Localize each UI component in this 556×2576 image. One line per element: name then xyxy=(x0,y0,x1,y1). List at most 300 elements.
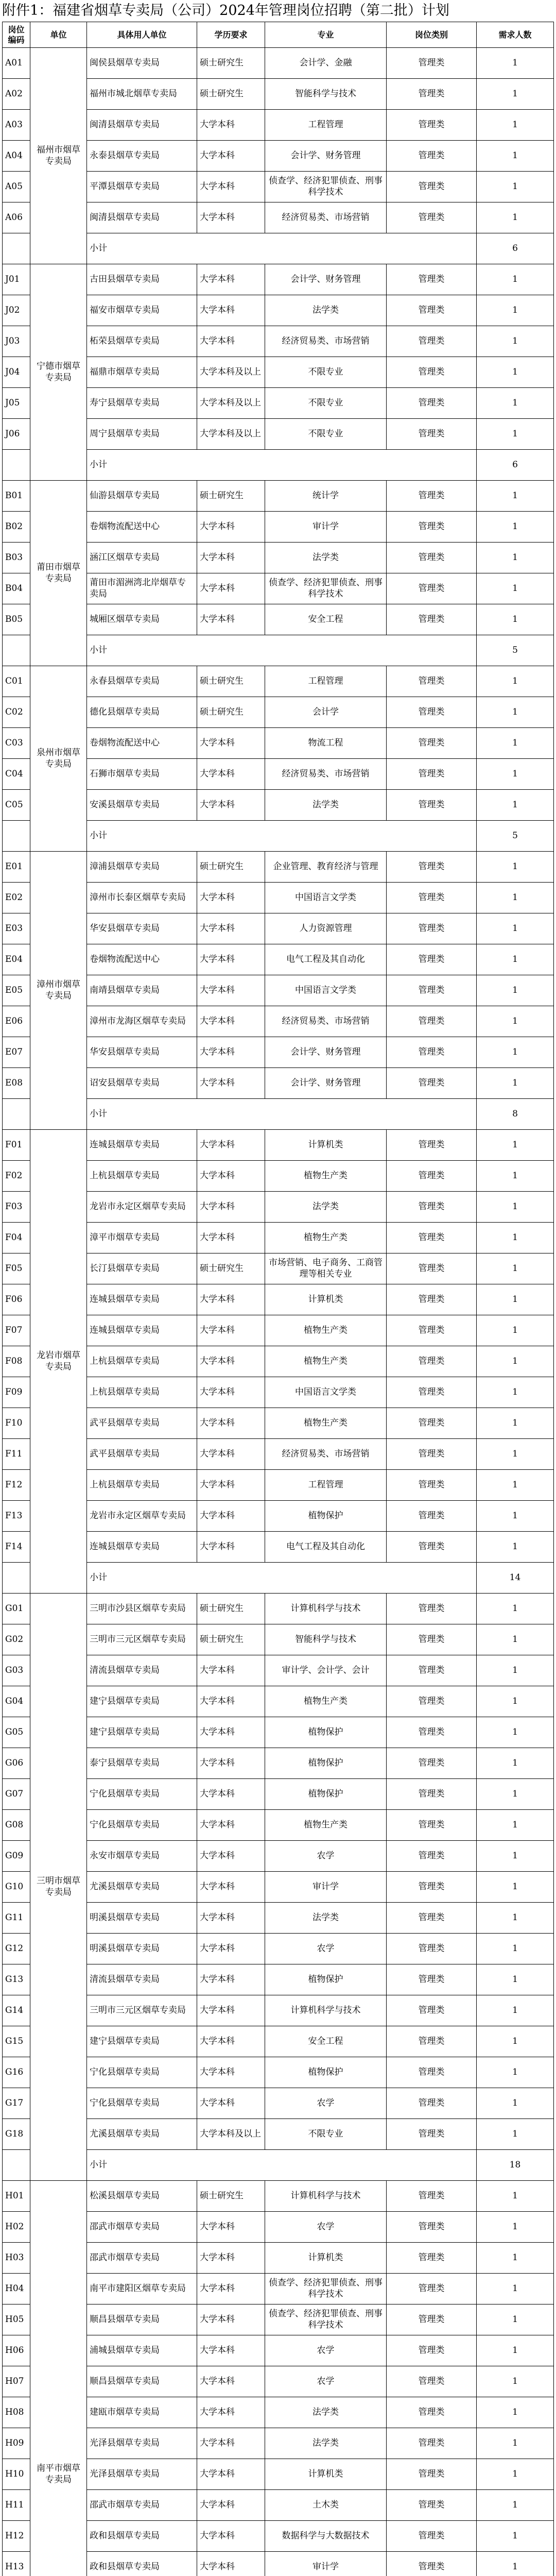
cell-employer: 华安县烟草专卖局 xyxy=(87,1037,197,1068)
cell-major: 经济贸易类、市场营销 xyxy=(265,759,387,790)
cell-major: 计算机科学与技术 xyxy=(265,1995,387,2026)
cell-major: 农学 xyxy=(265,1934,387,1964)
cell-category: 管理类 xyxy=(387,2243,477,2274)
cell-category: 管理类 xyxy=(387,326,477,357)
cell-code: F02 xyxy=(3,1161,30,1192)
cell-category: 管理类 xyxy=(387,883,477,913)
cell-count: 1 xyxy=(477,264,554,295)
cell-count: 1 xyxy=(477,2366,554,2397)
cell-unit: 三明市烟草专卖局 xyxy=(30,1594,87,2181)
cell-category: 管理类 xyxy=(387,852,477,883)
cell-code: E06 xyxy=(3,1006,30,1037)
cell-category: 管理类 xyxy=(387,944,477,975)
cell-category: 管理类 xyxy=(387,697,477,728)
cell-employer: 龙岩市永定区烟草专卖局 xyxy=(87,1192,197,1223)
cell-major: 农学 xyxy=(265,2366,387,2397)
cell-employer: 三明市三元区烟草专卖局 xyxy=(87,1995,197,2026)
cell-count: 1 xyxy=(477,1192,554,1223)
cell-employer: 上杭县烟草专卖局 xyxy=(87,1161,197,1192)
cell-major: 电气工程及其自动化 xyxy=(265,1532,387,1563)
cell-education: 硕士研究生 xyxy=(197,1624,265,1655)
cell-major: 会计学 xyxy=(265,697,387,728)
cell-code: A02 xyxy=(3,79,30,110)
cell-major: 植物保护 xyxy=(265,1964,387,1995)
cell-code: H13 xyxy=(3,2552,30,2576)
cell-unit: 宁德市烟草专卖局 xyxy=(30,264,87,481)
cell-category: 管理类 xyxy=(387,1501,477,1532)
cell-employer: 福州市城北烟草专卖局 xyxy=(87,79,197,110)
cell-category: 管理类 xyxy=(387,1779,477,1810)
cell-category: 管理类 xyxy=(387,1995,477,2026)
cell-category: 管理类 xyxy=(387,1964,477,1995)
cell-employer: 连城县烟草专卖局 xyxy=(87,1284,197,1315)
cell-code-empty xyxy=(3,635,30,666)
cell-count: 1 xyxy=(477,2552,554,2576)
cell-major: 不限专业 xyxy=(265,388,387,419)
table-row xyxy=(3,264,554,295)
cell-major: 会计学、财务管理 xyxy=(265,1068,387,1099)
cell-code: G18 xyxy=(3,2119,30,2150)
cell-count: 1 xyxy=(477,1624,554,1655)
cell-category: 管理类 xyxy=(387,295,477,326)
cell-major: 法学类 xyxy=(265,1192,387,1223)
cell-employer: 浦城县烟草专卖局 xyxy=(87,2335,197,2366)
cell-unit: 泉州市烟草专卖局 xyxy=(30,666,87,852)
cell-employer: 政和县烟草专卖局 xyxy=(87,2521,197,2552)
cell-education: 大学本科 xyxy=(197,728,265,759)
cell-education: 大学本科 xyxy=(197,1501,265,1532)
cell-education: 大学本科 xyxy=(197,2335,265,2366)
cell-employer: 宁化县烟草专卖局 xyxy=(87,1810,197,1841)
cell-employer: 光泽县烟草专卖局 xyxy=(87,2428,197,2459)
cell-major: 数据科学与大数据技术 xyxy=(265,2521,387,2552)
cell-education: 硕士研究生 xyxy=(197,1594,265,1624)
cell-employer: 邵武市烟草专卖局 xyxy=(87,2212,197,2243)
cell-employer: 长汀县烟草专卖局 xyxy=(87,1253,197,1284)
table-row xyxy=(3,481,554,512)
cell-employer: 邵武市烟草专卖局 xyxy=(87,2490,197,2521)
cell-major: 市场营销、电子商务、工商管理等相关专业 xyxy=(265,1253,387,1284)
cell-count: 1 xyxy=(477,1686,554,1717)
cell-code-empty xyxy=(3,1099,30,1130)
cell-education: 大学本科 xyxy=(197,913,265,944)
cell-code: G06 xyxy=(3,1748,30,1779)
cell-education: 大学本科 xyxy=(197,1408,265,1439)
cell-education: 大学本科 xyxy=(197,1934,265,1964)
cell-major: 审计学 xyxy=(265,1872,387,1903)
cell-education: 大学本科 xyxy=(197,2428,265,2459)
cell-employer: 卷烟物流配送中心 xyxy=(87,512,197,543)
cell-category: 管理类 xyxy=(387,172,477,202)
cell-code: G09 xyxy=(3,1841,30,1872)
cell-code: F10 xyxy=(3,1408,30,1439)
cell-education: 大学本科 xyxy=(197,1686,265,1717)
cell-count: 1 xyxy=(477,1130,554,1161)
cell-category: 管理类 xyxy=(387,2459,477,2490)
cell-count: 1 xyxy=(477,1161,554,1192)
cell-code: F07 xyxy=(3,1315,30,1346)
cell-employer: 连城县烟草专卖局 xyxy=(87,1532,197,1563)
cell-education: 大学本科 xyxy=(197,1439,265,1470)
cell-count: 1 xyxy=(477,852,554,883)
cell-category: 管理类 xyxy=(387,1006,477,1037)
cell-major: 计算机类 xyxy=(265,1130,387,1161)
cell-major: 植物保护 xyxy=(265,1748,387,1779)
cell-employer: 上杭县烟草专卖局 xyxy=(87,1377,197,1408)
cell-education: 大学本科 xyxy=(197,1748,265,1779)
cell-education: 大学本科 xyxy=(197,2304,265,2335)
cell-count: 1 xyxy=(477,512,554,543)
cell-count: 1 xyxy=(477,295,554,326)
cell-employer: 漳州市长泰区烟草专卖局 xyxy=(87,883,197,913)
cell-category: 管理类 xyxy=(387,512,477,543)
cell-category: 管理类 xyxy=(387,2335,477,2366)
cell-unit: 漳州市烟草专卖局 xyxy=(30,852,87,1130)
cell-category: 管理类 xyxy=(387,2212,477,2243)
cell-category: 管理类 xyxy=(387,2119,477,2150)
cell-code: H01 xyxy=(3,2181,30,2212)
cell-code: H10 xyxy=(3,2459,30,2490)
cell-category: 管理类 xyxy=(387,1872,477,1903)
cell-code: F01 xyxy=(3,1130,30,1161)
cell-employer: 建宁县烟草专卖局 xyxy=(87,2026,197,2057)
cell-education: 大学本科 xyxy=(197,1964,265,1995)
cell-major: 物流工程 xyxy=(265,728,387,759)
cell-category: 管理类 xyxy=(387,357,477,388)
cell-count: 1 xyxy=(477,1748,554,1779)
cell-education: 硕士研究生 xyxy=(197,79,265,110)
cell-code: B04 xyxy=(3,573,30,604)
cell-education: 大学本科 xyxy=(197,1470,265,1501)
cell-category: 管理类 xyxy=(387,728,477,759)
cell-major: 不限专业 xyxy=(265,2119,387,2150)
cell-employer: 诏安县烟草专卖局 xyxy=(87,1068,197,1099)
cell-education: 大学本科 xyxy=(197,1717,265,1748)
cell-category: 管理类 xyxy=(387,1903,477,1934)
cell-education: 大学本科 xyxy=(197,1284,265,1315)
header-unit: 单位 xyxy=(30,22,87,48)
cell-major: 会计学、金融 xyxy=(265,48,387,79)
cell-count: 1 xyxy=(477,326,554,357)
cell-category: 管理类 xyxy=(387,2428,477,2459)
subtotal-count: 5 xyxy=(477,821,554,852)
cell-employer: 清流县烟草专卖局 xyxy=(87,1655,197,1686)
table-row xyxy=(3,666,554,697)
cell-code: E04 xyxy=(3,944,30,975)
cell-education: 大学本科 xyxy=(197,1872,265,1903)
cell-count: 1 xyxy=(477,2119,554,2150)
cell-major: 中国语言文学类 xyxy=(265,1377,387,1408)
cell-count: 1 xyxy=(477,1006,554,1037)
cell-count: 1 xyxy=(477,1037,554,1068)
cell-major: 植物生产类 xyxy=(265,1686,387,1717)
cell-count: 1 xyxy=(477,1439,554,1470)
cell-count: 1 xyxy=(477,1841,554,1872)
cell-education: 大学本科 xyxy=(197,2274,265,2304)
cell-code: A04 xyxy=(3,141,30,172)
cell-employer: 三明市沙县区烟草专卖局 xyxy=(87,1594,197,1624)
cell-count: 1 xyxy=(477,944,554,975)
cell-count: 1 xyxy=(477,1223,554,1253)
cell-major: 农学 xyxy=(265,2335,387,2366)
cell-count: 1 xyxy=(477,388,554,419)
cell-code: F11 xyxy=(3,1439,30,1470)
subtotal-count: 5 xyxy=(477,635,554,666)
cell-count: 1 xyxy=(477,1253,554,1284)
cell-code: H05 xyxy=(3,2304,30,2335)
cell-category: 管理类 xyxy=(387,1192,477,1223)
cell-category: 管理类 xyxy=(387,2274,477,2304)
cell-code: H12 xyxy=(3,2521,30,2552)
cell-category: 管理类 xyxy=(387,2521,477,2552)
cell-count: 1 xyxy=(477,1903,554,1934)
subtotal-label: 小计 xyxy=(87,450,477,481)
header-code: 岗位编码 xyxy=(3,22,30,48)
cell-category: 管理类 xyxy=(387,604,477,635)
cell-count: 1 xyxy=(477,2459,554,2490)
cell-code: B01 xyxy=(3,481,30,512)
cell-major: 安全工程 xyxy=(265,2026,387,2057)
cell-employer: 福鼎市烟草专卖局 xyxy=(87,357,197,388)
cell-education: 大学本科 xyxy=(197,2490,265,2521)
cell-education: 大学本科 xyxy=(197,1130,265,1161)
cell-education: 大学本科 xyxy=(197,2212,265,2243)
cell-education: 硕士研究生 xyxy=(197,48,265,79)
cell-category: 管理类 xyxy=(387,1717,477,1748)
cell-code: E02 xyxy=(3,883,30,913)
cell-employer: 宁化县烟草专卖局 xyxy=(87,2057,197,2088)
cell-major: 工程管理 xyxy=(265,666,387,697)
cell-count: 1 xyxy=(477,1717,554,1748)
cell-major: 法学类 xyxy=(265,790,387,821)
cell-code: G10 xyxy=(3,1872,30,1903)
cell-employer: 卷烟物流配送中心 xyxy=(87,944,197,975)
cell-major: 人力资源管理 xyxy=(265,913,387,944)
cell-unit: 福州市烟草专卖局 xyxy=(30,48,87,264)
cell-major: 侦查学、经济犯罪侦查、刑事科学技术 xyxy=(265,2304,387,2335)
cell-employer: 平潭县烟草专卖局 xyxy=(87,172,197,202)
cell-count: 1 xyxy=(477,1284,554,1315)
cell-education: 大学本科 xyxy=(197,1995,265,2026)
cell-major: 会计学、财务管理 xyxy=(265,141,387,172)
cell-education: 大学本科及以上 xyxy=(197,2119,265,2150)
cell-employer: 泰宁县烟草专卖局 xyxy=(87,1748,197,1779)
cell-count: 1 xyxy=(477,2335,554,2366)
cell-education: 大学本科 xyxy=(197,1037,265,1068)
cell-code: H02 xyxy=(3,2212,30,2243)
cell-education: 大学本科 xyxy=(197,2521,265,2552)
cell-category: 管理类 xyxy=(387,2181,477,2212)
header-employer: 具体用人单位 xyxy=(87,22,197,48)
cell-employer: 南靖县烟草专卖局 xyxy=(87,975,197,1006)
cell-major: 经济贸易类、市场营销 xyxy=(265,1439,387,1470)
cell-code: E01 xyxy=(3,852,30,883)
cell-employer: 三明市三元区烟草专卖局 xyxy=(87,1624,197,1655)
cell-education: 大学本科 xyxy=(197,2057,265,2088)
cell-code: E05 xyxy=(3,975,30,1006)
cell-unit: 龙岩市烟草专卖局 xyxy=(30,1130,87,1594)
cell-category: 管理类 xyxy=(387,2397,477,2428)
cell-category: 管理类 xyxy=(387,1810,477,1841)
cell-category: 管理类 xyxy=(387,419,477,450)
cell-education: 大学本科 xyxy=(197,790,265,821)
header-education: 学历要求 xyxy=(197,22,265,48)
cell-count: 1 xyxy=(477,1532,554,1563)
cell-major: 侦查学、经济犯罪侦查、刑事科学技术 xyxy=(265,573,387,604)
cell-count: 1 xyxy=(477,1810,554,1841)
cell-education: 大学本科 xyxy=(197,1192,265,1223)
cell-major: 统计学 xyxy=(265,481,387,512)
cell-count: 1 xyxy=(477,604,554,635)
cell-category: 管理类 xyxy=(387,1037,477,1068)
cell-category: 管理类 xyxy=(387,388,477,419)
cell-employer: 明溪县烟草专卖局 xyxy=(87,1903,197,1934)
cell-employer: 连城县烟草专卖局 xyxy=(87,1315,197,1346)
cell-employer: 上杭县烟草专卖局 xyxy=(87,1470,197,1501)
cell-count: 1 xyxy=(477,172,554,202)
table-header xyxy=(3,22,554,48)
cell-count: 1 xyxy=(477,2181,554,2212)
cell-employer: 寿宁县烟草专卖局 xyxy=(87,388,197,419)
cell-employer: 南平市建阳区烟草专卖局 xyxy=(87,2274,197,2304)
cell-employer: 光泽县烟草专卖局 xyxy=(87,2459,197,2490)
cell-code: A01 xyxy=(3,48,30,79)
cell-employer: 顺昌县烟草专卖局 xyxy=(87,2366,197,2397)
cell-code: H09 xyxy=(3,2428,30,2459)
cell-education: 大学本科 xyxy=(197,1377,265,1408)
cell-employer: 柘荣县烟草专卖局 xyxy=(87,326,197,357)
cell-education: 大学本科 xyxy=(197,110,265,141)
cell-employer: 德化县烟草专卖局 xyxy=(87,697,197,728)
cell-major: 智能科学与技术 xyxy=(265,1624,387,1655)
cell-code: J05 xyxy=(3,388,30,419)
cell-count: 1 xyxy=(477,2521,554,2552)
cell-employer: 永春县烟草专卖局 xyxy=(87,666,197,697)
cell-category: 管理类 xyxy=(387,1284,477,1315)
cell-education: 大学本科 xyxy=(197,543,265,573)
cell-major: 企业管理、教育经济与管理 xyxy=(265,852,387,883)
cell-code: C02 xyxy=(3,697,30,728)
cell-code: J06 xyxy=(3,419,30,450)
cell-code: C03 xyxy=(3,728,30,759)
cell-category: 管理类 xyxy=(387,759,477,790)
cell-major: 植物保护 xyxy=(265,1501,387,1532)
cell-code: H08 xyxy=(3,2397,30,2428)
cell-count: 1 xyxy=(477,1594,554,1624)
cell-code: E03 xyxy=(3,913,30,944)
cell-code: J02 xyxy=(3,295,30,326)
cell-code: G07 xyxy=(3,1779,30,1810)
cell-employer: 邵武市烟草专卖局 xyxy=(87,2243,197,2274)
cell-major: 植物生产类 xyxy=(265,1161,387,1192)
cell-major: 植物保护 xyxy=(265,1717,387,1748)
cell-code: G08 xyxy=(3,1810,30,1841)
cell-education: 大学本科及以上 xyxy=(197,388,265,419)
cell-count: 1 xyxy=(477,141,554,172)
cell-code: H04 xyxy=(3,2274,30,2304)
cell-employer: 漳浦县烟草专卖局 xyxy=(87,852,197,883)
cell-code: C05 xyxy=(3,790,30,821)
cell-category: 管理类 xyxy=(387,79,477,110)
cell-count: 1 xyxy=(477,1964,554,1995)
subtotal-count: 18 xyxy=(477,2150,554,2181)
cell-employer: 闽侯县烟草专卖局 xyxy=(87,48,197,79)
cell-code: G16 xyxy=(3,2057,30,2088)
cell-education: 大学本科 xyxy=(197,172,265,202)
cell-category: 管理类 xyxy=(387,1655,477,1686)
cell-count: 1 xyxy=(477,1068,554,1099)
cell-count: 1 xyxy=(477,666,554,697)
cell-employer: 清流县烟草专卖局 xyxy=(87,1964,197,1995)
cell-major: 计算机类 xyxy=(265,1284,387,1315)
cell-major: 侦查学、经济犯罪侦查、刑事科学技术 xyxy=(265,172,387,202)
cell-education: 硕士研究生 xyxy=(197,2181,265,2212)
cell-category: 管理类 xyxy=(387,2304,477,2335)
subtotal-label: 小计 xyxy=(87,635,477,666)
cell-category: 管理类 xyxy=(387,1223,477,1253)
cell-code: F06 xyxy=(3,1284,30,1315)
cell-count: 1 xyxy=(477,975,554,1006)
cell-code: G05 xyxy=(3,1717,30,1748)
cell-employer: 明溪县烟草专卖局 xyxy=(87,1934,197,1964)
cell-count: 1 xyxy=(477,419,554,450)
cell-category: 管理类 xyxy=(387,1253,477,1284)
cell-category: 管理类 xyxy=(387,1315,477,1346)
cell-education: 大学本科及以上 xyxy=(197,419,265,450)
subtotal-label: 小计 xyxy=(87,1563,477,1594)
cell-count: 1 xyxy=(477,202,554,233)
cell-code: F08 xyxy=(3,1346,30,1377)
cell-count: 1 xyxy=(477,1315,554,1346)
cell-code: E08 xyxy=(3,1068,30,1099)
cell-code: G12 xyxy=(3,1934,30,1964)
cell-count: 1 xyxy=(477,2088,554,2119)
cell-code: G03 xyxy=(3,1655,30,1686)
cell-code-empty xyxy=(3,233,30,264)
cell-major: 中国语言文学类 xyxy=(265,883,387,913)
cell-employer: 尤溪县烟草专卖局 xyxy=(87,2119,197,2150)
cell-major: 法学类 xyxy=(265,543,387,573)
cell-category: 管理类 xyxy=(387,1748,477,1779)
cell-education: 大学本科 xyxy=(197,1779,265,1810)
cell-major: 经济贸易类、市场营销 xyxy=(265,326,387,357)
cell-major: 工程管理 xyxy=(265,110,387,141)
cell-code: G14 xyxy=(3,1995,30,2026)
cell-category: 管理类 xyxy=(387,666,477,697)
cell-code: F13 xyxy=(3,1501,30,1532)
table-row xyxy=(3,48,554,79)
cell-major: 计算机科学与技术 xyxy=(265,1594,387,1624)
header-category: 岗位类别 xyxy=(387,22,477,48)
cell-code-empty xyxy=(3,821,30,852)
cell-major: 法学类 xyxy=(265,1903,387,1934)
cell-employer: 莆田市湄洲湾北岸烟草专卖局 xyxy=(87,573,197,604)
cell-education: 大学本科 xyxy=(197,975,265,1006)
cell-employer: 建宁县烟草专卖局 xyxy=(87,1717,197,1748)
cell-count: 1 xyxy=(477,2397,554,2428)
cell-code: F03 xyxy=(3,1192,30,1223)
cell-employer: 武平县烟草专卖局 xyxy=(87,1439,197,1470)
cell-education: 大学本科及以上 xyxy=(197,357,265,388)
cell-category: 管理类 xyxy=(387,110,477,141)
cell-code: G17 xyxy=(3,2088,30,2119)
cell-employer: 宁化县烟草专卖局 xyxy=(87,2088,197,2119)
cell-code: A03 xyxy=(3,110,30,141)
cell-employer: 松溪县烟草专卖局 xyxy=(87,2181,197,2212)
document-title: 附件1：福建省烟草专卖局（公司）2024年管理岗位招聘（第二批）计划 xyxy=(2,3,449,19)
table-row xyxy=(3,1130,554,1161)
cell-employer: 闽清县烟草专卖局 xyxy=(87,202,197,233)
